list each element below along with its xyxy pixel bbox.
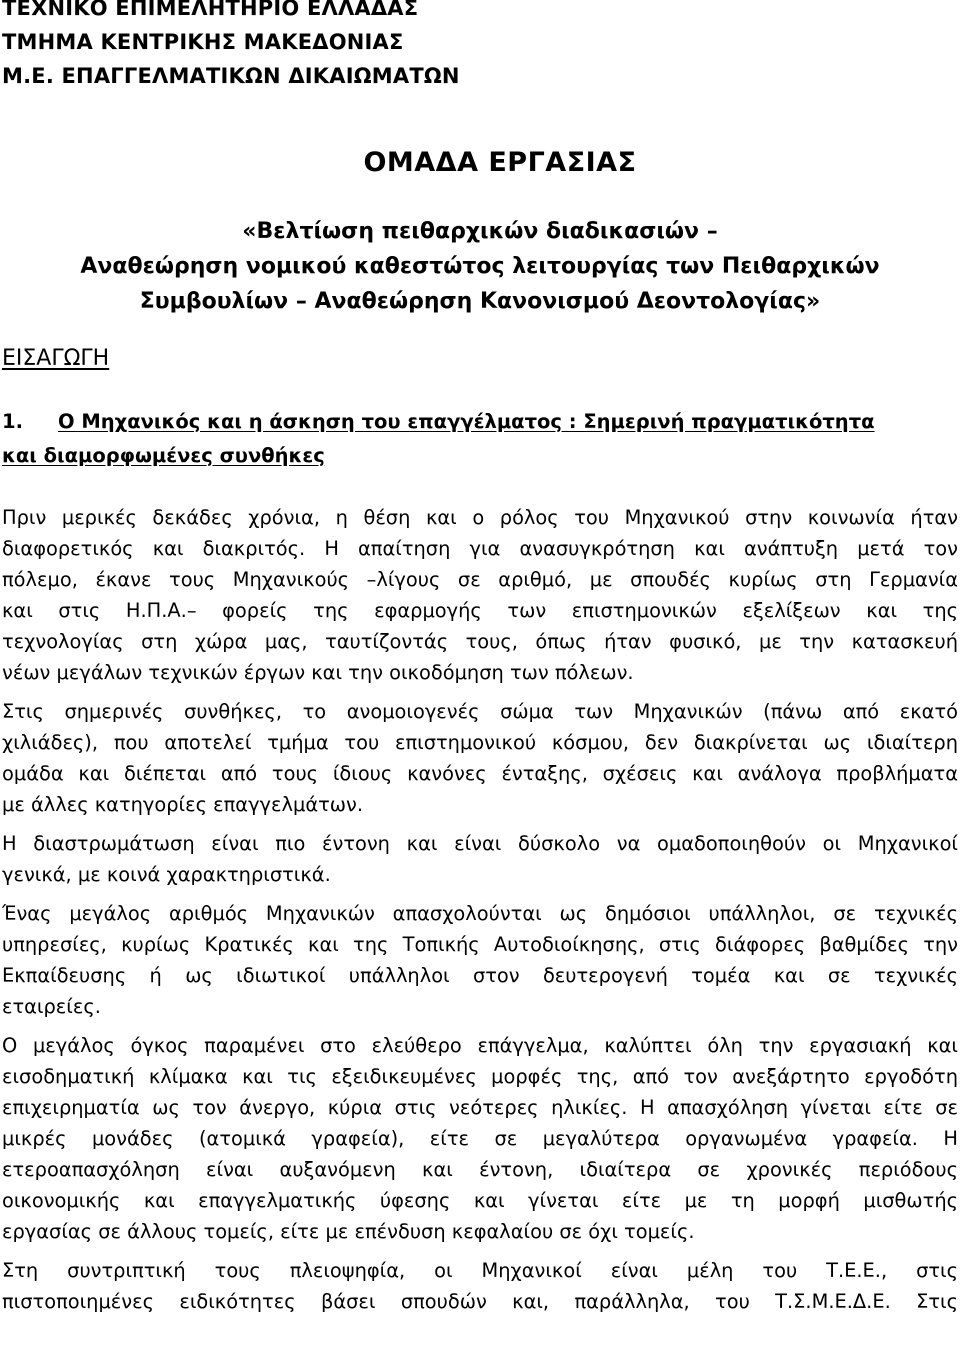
- intro-heading: ΕΙΣΑΓΩΓΗ: [2, 346, 110, 371]
- paragraph-line: Η διαστρωμάτωση είναι πιο έντονη και είναι δύσκολο να ομαδοποιηθούν οι Μηχανικοί: [2, 832, 958, 855]
- paragraph-line: Ένας μεγάλος αριθμός Μηχανικών απασχολούνται ως δημόσιοι υπάλληλοι, σε τεχνικές: [2, 902, 958, 925]
- paragraph-line: τεχνολογίας στη χώρα μας, ταυτίζοντάς τους, όπως ήταν φυσικό, με την κατασκευή: [2, 630, 958, 653]
- paragraph-line: εισοδηματική κλίμακα και τις εξειδικευμένες μορφές της, από τον ανεξάρτητο εργοδότη: [2, 1065, 958, 1088]
- paragraph-line: υπηρεσίες, κυρίως Κρατικές και της Τοπικής Αυτοδιοίκησης, στις διάφορες βαθμίδες την: [2, 933, 958, 956]
- paragraph-line: ομάδα και διέπεται από τους ίδιους κανόνες ένταξης, σχέσεις και ανάλογα προβλήματα: [2, 762, 958, 785]
- paragraph: [2, 898, 958, 1022]
- paragraph-line: διαφορετικός και διακριτός. Η απαίτηση για ανασυγκρότηση και ανάπτυξη μετά τον: [2, 537, 958, 560]
- subtitle-line: Αναθεώρηση νομικού καθεστώτος λειτουργίας των Πειθαρχικών: [80, 254, 880, 279]
- paragraph-line: μικρές μονάδες (ατομικά γραφεία), είτε σε μεγαλύτερα οργανωμένα γραφεία. Η: [2, 1127, 958, 1150]
- subtitle-line: Συμβουλίων – Αναθεώρηση Κανονισμού Δεοντολογίας»: [139, 289, 821, 314]
- paragraph-line: Στις σημερινές συνθήκες, το ανομοιογενές σώμα των Μηχανικών (πάνω από εκατό: [2, 700, 958, 723]
- document-body: [2, 502, 958, 1325]
- paragraph: [2, 502, 958, 688]
- paragraph-line: και στις Η.Π.Α.– φορείς της εφαρμογής των επιστημονικών εξελίξεων και της: [2, 599, 958, 622]
- paragraph-line: Στη συντριπτική τους πλειοψηφία, οι Μηχανικοί είναι μέλη του Τ.Ε.Ε., στις: [2, 1259, 958, 1282]
- paragraph-line: νέων μεγάλων τεχνικών έργων και την οικοδόμηση των πόλεων.: [2, 661, 634, 684]
- paragraph: [2, 1255, 958, 1317]
- paragraph-line: επιχειρηματία ως τον άνεργο, κύρια στις νεότερες ηλικίες. Η απασχόληση γίνεται είτε σε: [2, 1096, 958, 1119]
- paragraph-line: εργασίας σε άλλους τομείς, είτε με επένδυση κεφαλαίου σε όχι τομείς.: [2, 1220, 695, 1243]
- section-title-line: και διαμορφωμένες συνθήκες: [2, 444, 325, 467]
- org-line: Μ.Ε. ΕΠΑΓΓΕΛΜΑΤΙΚΩΝ ΔΙΚΑΙΩΜΑΤΩΝ: [2, 64, 460, 88]
- paragraph-line: Εκπαίδευσης ή ως ιδιωτικοί υπάλληλοι στον δευτερογενή τομέα και σε τεχνικές: [2, 964, 958, 987]
- paragraph-line: με άλλες κατηγορίες επαγγελμάτων.: [2, 793, 364, 816]
- working-group-title: ΟΜΑΔΑ ΕΡΓΑΣΙΑΣ: [363, 147, 637, 178]
- paragraph: [2, 828, 958, 890]
- paragraph-line: εταιρείες.: [2, 995, 101, 1018]
- org-line: ΤΜΗΜΑ ΚΕΝΤΡΙΚΗΣ ΜΑΚΕΔΟΝΙΑΣ: [2, 30, 404, 54]
- paragraph-line: Ο μεγάλος όγκος παραμένει στο ελεύθερο επάγγελμα, καλύπτει όλη την εργασιακή και: [2, 1034, 958, 1057]
- paragraph-line: πόλεμο, έκανε τους Μηχανικούς –λίγους σε αριθμό, με σπουδές κυρίως στη Γερμανία: [2, 568, 958, 591]
- paragraph-line: γενικά, με κοινά χαρακτηριστικά.: [2, 863, 331, 886]
- section-heading: [2, 405, 958, 473]
- org-line: ΤΕΧΝΙΚΟ ΕΠΙΜΕΛΗΤΗΡΙΟ ΕΛΛΑΔΑΣ: [2, 0, 419, 20]
- subtitle-line: «Βελτίωση πειθαρχικών διαδικασιών –: [242, 219, 718, 244]
- paragraph-line: ετεροαπασχόληση είναι αυξανόμενη και έντονη, ιδιαίτερα σε χρονικές περιόδους: [2, 1158, 958, 1181]
- paragraph-line: χιλιάδες), που αποτελεί τμήμα του επιστημονικού κόσμου, δεν διακρίνεται ως ιδιαίτερη: [2, 731, 958, 754]
- paragraph-line: πιστοποιημένες ειδικότητες βάσει σπουδών και, παράλληλα, του Τ.Σ.Μ.Ε.Δ.Ε. Στις: [2, 1290, 958, 1313]
- paragraph: [2, 1030, 958, 1247]
- document-subtitle: [40, 214, 920, 319]
- paragraph-line: οικονομικής και επαγγελματικής ύφεσης και γίνεται είτε με τη μορφή μισθωτής: [2, 1189, 958, 1212]
- section-number: 1.: [2, 410, 23, 433]
- paragraph: [2, 696, 958, 820]
- paragraph-line: Πριν μερικές δεκάδες χρόνια, η θέση και ο ρόλος του Μηχανικού στην κοινωνία ήταν: [2, 506, 958, 529]
- section-title-line: Ο Μηχανικός και η άσκηση του επαγγέλματος : Σημερινή πραγματικότητα: [58, 410, 875, 433]
- organization-header: [2, 0, 460, 93]
